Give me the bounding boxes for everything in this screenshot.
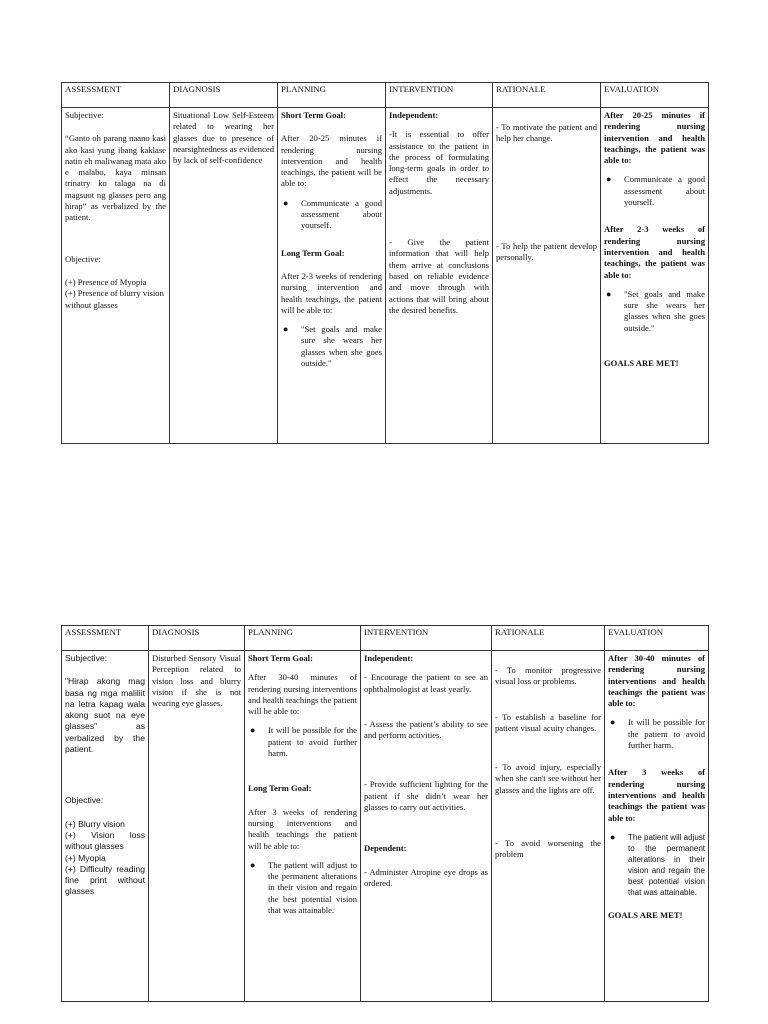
assessment-cell <box>62 108 170 444</box>
short-term-goal-bullet <box>283 198 382 232</box>
bullet-text: It will be possible for the patient to avoid further harm. <box>268 725 357 759</box>
rationale-item: - To help the patient develop personally. <box>496 240 597 262</box>
diagnosis-cell <box>170 108 278 444</box>
rationale-item: - To avoid injury, especially when she can't see without her glasses and the lights are off. <box>495 762 601 795</box>
bullet-icon: ● <box>610 717 616 728</box>
diagnosis-text: Situational Low Self-Esteem related to wearing her glasses due to presence of nearsightedness as evidenced by lack of self-confidence <box>173 110 274 166</box>
subjective-label: Subjective: <box>65 110 104 120</box>
short-term-goal-text: After 30-40 minutes of rendering nursing interventions and health teachings the patient will be able to: <box>248 672 357 717</box>
planning-cell <box>245 651 361 1002</box>
intervention-item: - Administer Atropine eye drops as ordered. <box>364 866 488 888</box>
evaluation-cell <box>601 108 709 444</box>
intervention-cell <box>386 108 493 444</box>
long-term-goal-text: After 3 weeks of rendering nursing interventions and health teachings the patient will be able to: <box>248 806 357 851</box>
goals-met-text: GOALS ARE MET! <box>608 909 683 920</box>
header-evaluation: EVALUATION <box>605 626 709 651</box>
evaluation-bullet <box>610 717 705 751</box>
header-assessment: ASSESSMENT <box>62 626 149 651</box>
short-term-goal-text: After 20-25 minutes if rendering nursing intervention and health teachings, the patient will be able to: <box>281 133 382 189</box>
short-term-goal-label: Short Term Goal: <box>281 110 346 120</box>
objective-label: Objective: <box>65 253 101 264</box>
long-term-goal-label: Long Term Goal: <box>248 783 312 794</box>
evaluation-cell <box>605 651 709 1002</box>
bullet-text: Communicate a good assessment about yourself. <box>624 174 705 208</box>
bullet-text: The patient will adjust to the permanent alterations in their vision and regain the best potential vision that was attainable. <box>268 859 357 916</box>
rationale-cell <box>493 108 601 444</box>
diagnosis-text: Disturbed Sensory Visual Perception related to vision loss and blurry vision if she is not wearing eye glasses. <box>152 653 241 709</box>
objective-item: (+) Presence of blurry vision without glasses <box>65 288 164 310</box>
rationale-item: - To establish a baseline for patient visual acuity changes. <box>495 711 601 733</box>
evaluation-intro: After 20-25 minutes if rendering nursing intervention and health teachings, the patient was able to: <box>604 110 705 166</box>
evaluation-intro: After 3 weeks of rendering nursing interventions and health teachings the patient was able to: <box>608 767 705 823</box>
evaluation-intro: After 30-40 minutes of rendering nursing interventions and health teachings the patient was able to: <box>608 653 705 709</box>
objective-item: (+) Difficulty reading fine print without glasses <box>65 863 145 897</box>
goals-met-text: GOALS ARE MET! <box>604 358 679 369</box>
rationale-item: - To monitor progressive visual loss or problems. <box>495 665 601 687</box>
intervention-cell <box>361 651 492 1002</box>
long-term-goal-bullet <box>250 860 357 916</box>
independent-label: Independent: <box>364 653 414 663</box>
rationale-item: - To avoid worsening the problem <box>495 838 601 860</box>
objective-label: Objective: <box>65 795 104 806</box>
diagnosis-cell <box>149 651 245 1002</box>
header-assessment: ASSESSMENT <box>62 83 170 108</box>
bullet-icon: ● <box>606 174 612 185</box>
header-rationale: RATIONALE <box>493 83 601 108</box>
rationale-cell <box>492 651 605 1002</box>
planning-cell <box>278 108 386 444</box>
short-term-goal-bullet <box>250 725 357 759</box>
evaluation-bullet <box>610 832 705 898</box>
long-term-goal-text: After 2-3 weeks of rendering nursing intervention and health teachings, the patient will be able to: <box>281 270 382 315</box>
rationale-item: - To motivate the patient and help her change. <box>496 122 597 144</box>
header-row <box>62 83 709 108</box>
subjective-label: Subjective: <box>65 653 108 663</box>
header-planning: PLANNING <box>278 83 386 108</box>
objective-item: (+) Blurry vision <box>65 818 125 829</box>
objective-item: (+) Myopia <box>65 852 106 863</box>
evaluation-bullet <box>606 174 705 208</box>
objective-item: (+) Vision loss without glasses <box>65 829 145 852</box>
bullet-text: The patient will adjust to the permanent alterations in their vision and regain the best potential vision that was attainable. <box>628 832 705 897</box>
bullet-icon: ● <box>283 324 289 335</box>
short-term-goal-label: Short Term Goal: <box>248 653 313 663</box>
independent-label: Independent: <box>389 110 439 120</box>
evaluation-bullet <box>606 289 705 334</box>
bullet-text: It will be possible for the patient to avoid further harm. <box>628 717 705 751</box>
bullet-icon: ● <box>606 288 612 299</box>
intervention-item: - Provide sufficient lighting for the patient if she didn’t wear her glasses to carry out activities. <box>364 779 488 813</box>
header-evaluation: EVALUATION <box>601 83 709 108</box>
care-plan-table-2 <box>61 625 709 1002</box>
bullet-icon: ● <box>250 859 256 870</box>
header-row <box>62 626 709 651</box>
subjective-text: "Hirap akong mag basa ng mga maliliit na letra kapag wala akong suot na eye glasses" as verbalized by the patient. <box>65 676 145 755</box>
care-plan-table-1 <box>61 82 709 444</box>
header-diagnosis: DIAGNOSIS <box>149 626 245 651</box>
assessment-cell <box>62 651 149 1002</box>
bullet-icon: ● <box>610 831 616 842</box>
header-planning: PLANNING <box>245 626 361 651</box>
intervention-item: -It is essential to offer assistance to the patient in the process of formulating long-term goals in order to effect the necessary adjustments. <box>389 129 489 196</box>
body-row <box>62 108 709 444</box>
evaluation-intro: After 2-3 weeks of rendering nursing intervention and health teachings, the patient was able to: <box>604 224 705 280</box>
header-intervention: INTERVENTION <box>386 83 493 108</box>
intervention-item: - Encourage the patient to see an ophthalmologist at least yearly. <box>364 672 488 694</box>
bullet-text: Communicate a good assessment about yourself. <box>301 197 382 231</box>
header-rationale: RATIONALE <box>492 626 605 651</box>
subjective-text: “Ganto oh parang naano kasi ako kasi yung ibang kaklase natin eh maliwanag mata ako e malabo, kaya minsan trinatry ko talaga na di magsuot ng glasses pero ang hirap” as verbalized by the patient. <box>65 133 166 223</box>
bullet-icon: ● <box>283 197 289 208</box>
bullet-text: "Set goals and make sure she wears her glasses when she goes outside." <box>301 324 382 369</box>
long-term-goal-label: Long Term Goal: <box>281 247 345 258</box>
bullet-icon: ● <box>250 725 256 736</box>
header-intervention: INTERVENTION <box>361 626 492 651</box>
body-row <box>62 651 709 1002</box>
bullet-text: "Set goals and make sure she wears her glasses when she goes outside." <box>624 288 705 333</box>
header-diagnosis: DIAGNOSIS <box>170 83 278 108</box>
dependent-label: Dependent: <box>364 843 407 854</box>
objective-item: (+) Presence of Myopia <box>65 276 147 287</box>
long-term-goal-bullet <box>283 324 382 369</box>
intervention-item: - Assess the patient’s ability to see and perform activities. <box>364 718 488 741</box>
intervention-item: - Give the patient information that will help them arrive at conclusions based on reliable evidence and move through with actions that will bring about the desired benefits. <box>389 237 489 315</box>
